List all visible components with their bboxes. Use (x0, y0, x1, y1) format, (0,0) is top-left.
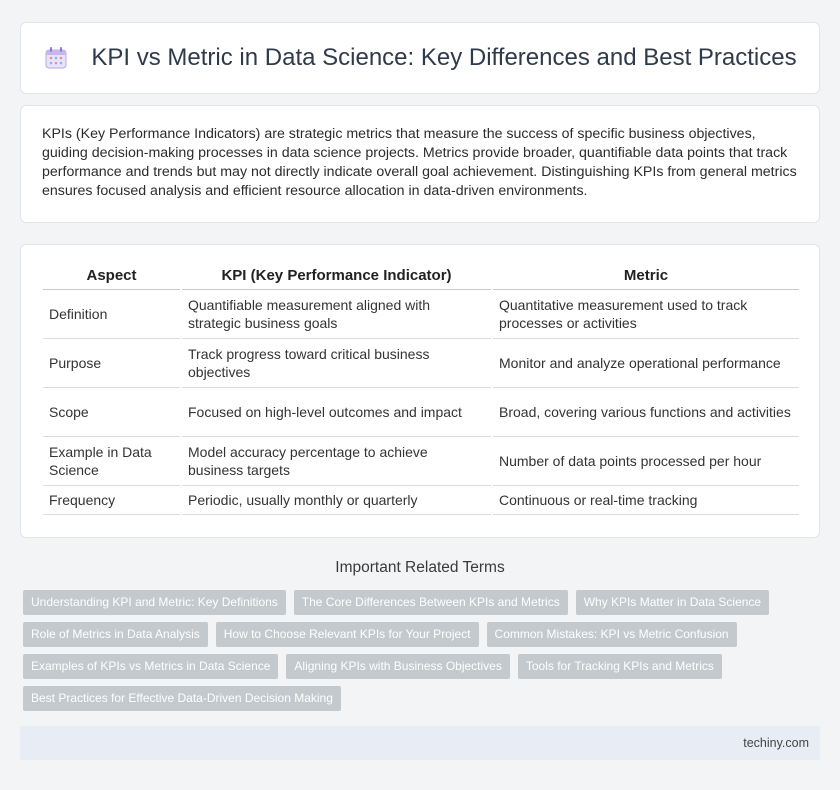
related-term-link[interactable]: How to Choose Relevant KPIs for Your Project (216, 622, 479, 647)
table-row (43, 387, 799, 436)
table-row (43, 436, 799, 485)
page-header (20, 22, 820, 94)
table-cell-metric: Monitor and analyze operational performance (492, 338, 799, 387)
comparison-table (43, 263, 799, 515)
comparison-table-card (20, 244, 820, 538)
related-term-link[interactable]: The Core Differences Between KPIs and Metrics (294, 590, 568, 615)
table-cell-aspect: Example in Data Science (43, 436, 181, 485)
related-term-link[interactable]: Tools for Tracking KPIs and Metrics (518, 654, 722, 679)
site-name[interactable]: techiny.com (743, 736, 809, 750)
table-cell-metric: Broad, covering various functions and activities (492, 387, 799, 436)
table-row (43, 485, 799, 514)
related-term-link[interactable]: Why KPIs Matter in Data Science (576, 590, 769, 615)
table-cell-kpi: Quantifiable measurement aligned with strategic business goals (181, 289, 492, 338)
column-header-aspect: Aspect (43, 263, 181, 289)
table-cell-aspect: Scope (43, 387, 181, 436)
table-cell-metric: Number of data points processed per hour (492, 436, 799, 485)
related-term-link[interactable]: Best Practices for Effective Data-Driven Decision Making (23, 686, 341, 711)
table-cell-kpi: Model accuracy percentage to achieve business targets (181, 436, 492, 485)
related-term-link[interactable]: Aligning KPIs with Business Objectives (286, 654, 509, 679)
table-cell-aspect: Definition (43, 289, 181, 338)
related-term-link[interactable]: Examples of KPIs vs Metrics in Data Science (23, 654, 278, 679)
related-term-link[interactable]: Role of Metrics in Data Analysis (23, 622, 208, 647)
intro-paragraph: KPIs (Key Performance Indicators) are strategic metrics that measure the success of specific business objectives, guiding decision-making processes in data science projects. Metrics provide broader, quantifiable data points that track performance and trends but may not directly indicate overall goal achievement. Distinguishing KPIs from general metrics ensures focused analysis and efficient resource allocation in data-driven environments. (42, 126, 797, 199)
column-header-kpi: KPI (Key Performance Indicator) (181, 263, 492, 289)
page-title: KPI vs Metric in Data Science: Key Differences and Best Practices (91, 44, 797, 71)
related-terms-list (23, 590, 823, 718)
related-term-link[interactable]: Common Mistakes: KPI vs Metric Confusion (487, 622, 737, 647)
column-header-metric: Metric (492, 263, 799, 289)
calendar-icon (43, 45, 69, 71)
page-footer (20, 726, 820, 760)
table-cell-kpi: Track progress toward critical business objectives (181, 338, 492, 387)
intro-section (20, 105, 820, 223)
table-cell-aspect: Frequency (43, 485, 181, 514)
table-cell-kpi: Focused on high-level outcomes and impact (181, 387, 492, 436)
related-terms-title: Important Related Terms (335, 559, 505, 576)
table-cell-kpi: Periodic, usually monthly or quarterly (181, 485, 492, 514)
table-row (43, 289, 799, 338)
table-row (43, 338, 799, 387)
table-header-row (43, 263, 799, 289)
table-cell-metric: Quantitative measurement used to track processes or activities (492, 289, 799, 338)
related-term-link[interactable]: Understanding KPI and Metric: Key Definitions (23, 590, 286, 615)
table-cell-metric: Continuous or real-time tracking (492, 485, 799, 514)
table-cell-aspect: Purpose (43, 338, 181, 387)
